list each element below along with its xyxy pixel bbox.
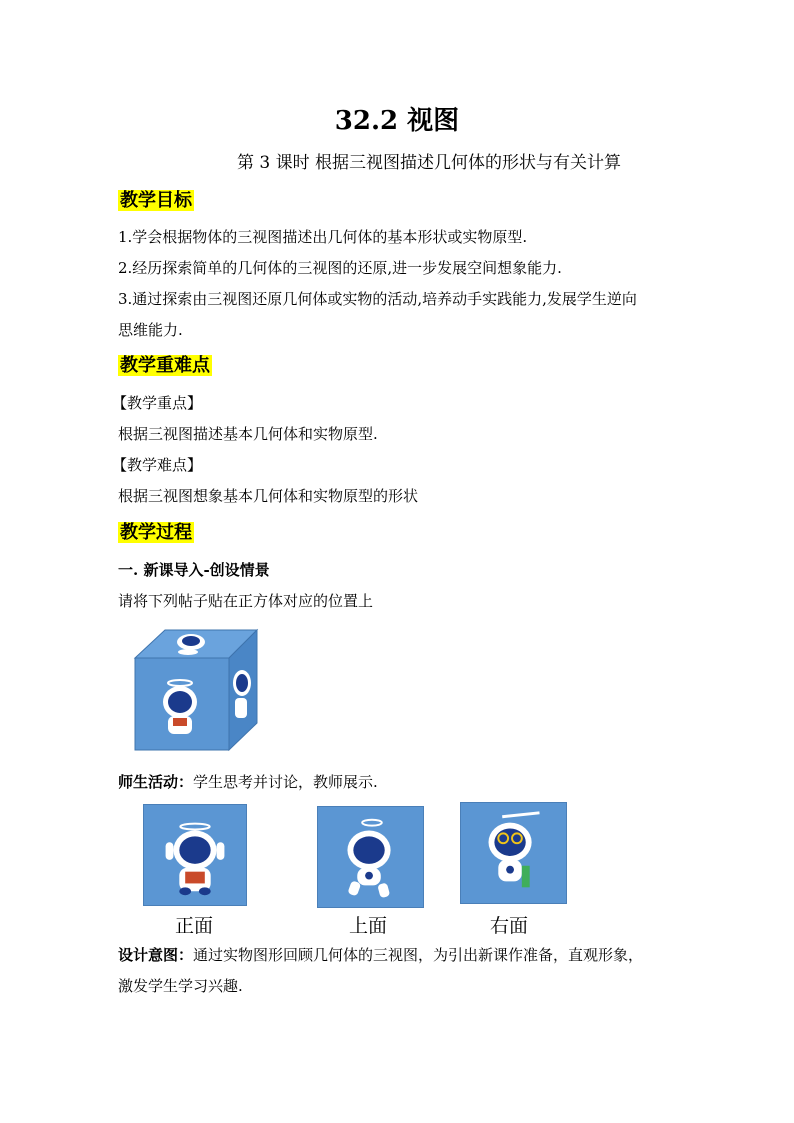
step1-text: 请将下列帖子贴在正方体对应的位置上 [118, 592, 374, 610]
objectives-heading-wrap [118, 189, 194, 213]
objectives-heading: 教学目标 [120, 190, 192, 211]
objective-1: 1.学会根据物体的三视图描述出几何体的基本形状或实物原型. [118, 228, 528, 246]
keypoints-heading-wrap [118, 354, 212, 378]
robot-top-view-icon [347, 820, 390, 898]
focus-label: 【教学重点】 [112, 394, 203, 412]
robot-right-view-icon [489, 813, 540, 888]
activity-label: 师生活动： [118, 773, 194, 791]
page-title: 32.2 视图 [334, 106, 460, 136]
activity-text: 学生思考并讨论，教师展示. [193, 773, 378, 791]
design-label: 设计意图： [118, 946, 194, 964]
step1-title: 一. 新课导入-创设情景 [118, 561, 270, 579]
focus-text: 根据三视图描述基本几何体和实物原型. [118, 425, 378, 443]
caption-front: 正面 [175, 915, 214, 937]
objective-3-cont: 思维能力. [118, 321, 183, 339]
objective-3: 3.通过探索由三视图还原几何体或实物的活动,培养动手实践能力,发展学生逆向 [118, 290, 637, 308]
front-view-card [143, 804, 247, 906]
caption-top: 上面 [349, 915, 388, 937]
design-line-2: 激发学生学习兴趣. [118, 977, 243, 995]
right-view-card [460, 802, 567, 904]
difficulty-label: 【教学难点】 [112, 456, 203, 474]
robot-front-view-icon [166, 824, 225, 896]
page-subtitle: 第 3 课时 根据三视图描述几何体的形状与有关计算 [236, 153, 622, 173]
keypoints-heading: 教学重难点 [120, 355, 210, 376]
process-heading-wrap [118, 521, 194, 545]
design-line-1 [118, 940, 688, 971]
activity-line [118, 767, 678, 798]
caption-right: 右面 [490, 915, 529, 937]
objective-2: 2.经历探索简单的几何体的三视图的还原,进一步发展空间想象能力. [118, 259, 562, 277]
difficulty-text: 根据三视图想象基本几何体和实物原型的形状 [118, 487, 419, 505]
process-heading: 教学过程 [120, 522, 192, 543]
design-text-1: 通过实物图形回顾几何体的三视图，为引出新课作准备，直观形象， [193, 946, 644, 964]
cube-illustration [133, 628, 261, 752]
top-view-card [317, 806, 424, 908]
